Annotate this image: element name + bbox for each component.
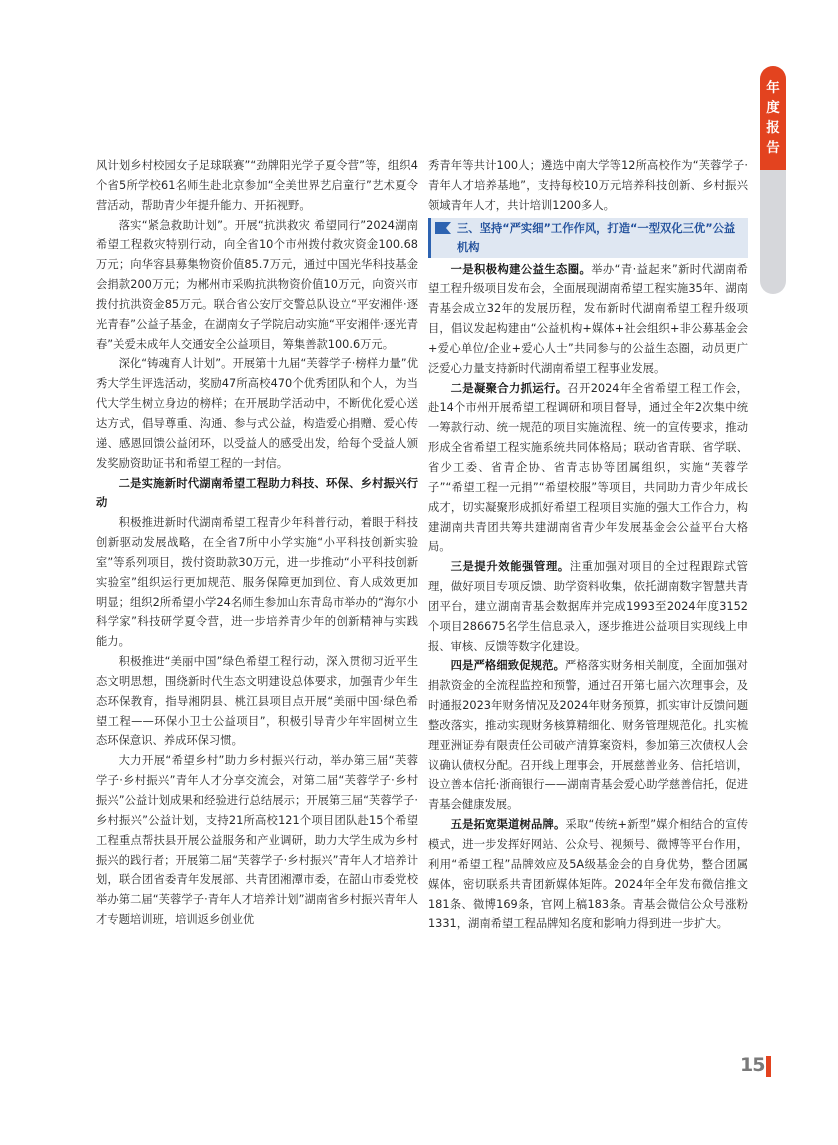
side-tab-char: 年 (766, 80, 780, 96)
paragraph (96, 652, 418, 751)
section-heading-text: 三、坚持“严实细”工作作风，打造“一型双化三优”公益机构 (457, 221, 736, 254)
paragraph (428, 557, 748, 656)
paragraph-text: 大力开展“希望乡村”助力乡村振兴行动，举办第三届“芙蓉学子·乡村振兴”青年人才分享交流会，对第二届“芙蓉学子·乡村振兴”公益计划成果和经验进行总结展示；开展第三届“芙蓉学子·乡村振兴”公益计划，支持21所高校121个项目团队赴15个希望工程重点帮扶县开展公益服务和产业调研，助力大学生成为乡村振兴的践行者；开展第二届“芙蓉学子·乡村振兴”青年人才培养计划，联合团省委青年发展部、共青团湘潭市委，在韶山市委党校举办第二届“芙蓉学子·青年人才培养计划”湖南省乡村振兴青年人才专题培训班，培训返乡创业优 (96, 754, 418, 927)
paragraph-text: 召开2024年全省希望工程工作会，赴14个市州开展希望工程调研和项目督导，通过全年2次集中统一筹款行动、统一规范的项目实施流程、统一的宣传要求，推动形成全省希望工程实施系统共同体格局；联动省青联、省学联、省少工委、省青企协、省青志协等团属组织，实施“芙蓉学子”“希望工程一元捐”“希望校服”等项目，共同助力青少年成长成才，切实凝聚形成抓好希望工程项目实施的强大工作合力，构建湖南共青团共筹共建湖南省青少年发展基金会公益平台大格局。 (428, 381, 748, 554)
side-tab-char: 报 (766, 120, 780, 136)
paragraph (428, 156, 748, 216)
right-column-top (428, 156, 748, 216)
paragraph (96, 513, 418, 652)
paragraph (96, 354, 418, 473)
paragraph-text: 落实“紧急救助计划”。开展“抗洪救灾 希望同行”2024湖南希望工程救灾特别行动，向全省10个市州拨付救灾资金100.68万元；向华容县募集物资价值85.7万元，通过中国光华科技基金会捐款200万元；为郴州市采购抗洪物资价值10万元，向资兴市拨付抗洪资金85万元。联合省公安厅交警总队设立“平安湘伴·逐光青春”公益子基金，在湖南女子学院启动实施“平安湘伴·逐光青春”关爱未成年人交通安全公益项目，筹集善款100.6万元。 (96, 218, 418, 351)
paragraph (96, 216, 418, 355)
paragraph-text: 举办“青·益起来”新时代湖南希望工程升级项目发布会，全面展现湖南希望工程实施35年、湖南青基会成立32年的发展历程，发布新时代湖南希望工程升级项目，倡议发起构建由“公益机构+媒体+社会组织+非公募基金会+爱心单位/企业+爱心人士”共同参与的公益生态圈，动员更广泛爱心力量支持新时代湖南希望工程事业发展。 (428, 262, 748, 375)
right-column (428, 156, 748, 934)
paragraph (96, 751, 418, 930)
subsection-title (96, 474, 418, 514)
paragraph-text: 深化“铸魂育人计划”。开展第十九届“芙蓉学子·榜样力量”优秀大学生评选活动，奖励47所高校470个优秀团队和个人，为当代大学生树立身边的榜样；在开展助学活动中，不断优化爱心送达方式，倡导尊重、沟通、参与式公益，构造爱心捐赠、爱心传递、感恩回馈公益闭环，以受益人的感受出发，给每个受益人颁发奖励资助证书和希望工程的一封信。 (96, 357, 418, 470)
left-column (96, 156, 418, 930)
side-tab (760, 66, 786, 294)
paragraph-text: 采取“传统+新型”媒介相结合的宣传模式，进一步发挥好网站、公众号、视频号、微博等平台作用，利用“希望工程”品牌效应及5A级基金会的自身优势，整合团属媒体，密切联系共青团新媒体矩阵。2024年全年发布微信推文181条、微博169条，官网上稿183条。青基会微信公众号涨粉1331，湖南希望工程品牌知名度和影响力得到进一步扩大。 (428, 818, 748, 931)
paragraph-text: 风计划乡村校园女子足球联赛”“劲牌阳光学子夏令营”等，组织4个省5所学校61名师生赴北京参加“全美世界艺启童行”艺术夏令营活动，帮助青少年提升能力、开拓视野。 (96, 159, 418, 212)
paragraph-lead: 三是提升效能强管理。 (450, 560, 570, 574)
paragraph-lead: 五是拓宽渠道树品牌。 (450, 818, 566, 832)
side-tab-char: 度 (766, 100, 780, 116)
flag-icon (434, 221, 452, 235)
paragraph (428, 260, 748, 379)
paragraph (96, 156, 418, 216)
side-tab-label (760, 66, 786, 170)
paragraph (428, 656, 748, 815)
paragraph-lead: 一是积极构建公益生态圈。 (450, 262, 592, 276)
paragraph-text: 积极推进新时代湖南希望工程青少年科普行动，着眼于科技创新驱动发展战略，在全省7所中小学实施“小平科技创新实验室”等系列项目，拨付资助款30万元，进一步推动“小平科技创新实验室”组织运行更加规范、服务保障更加到位、育人成效更加明显；组织2所希望小学24名师生参加山东青岛市举办的“海尔小科学家”科技研学夏令营，进一步培养青少年的创新精神与实践能力。 (96, 516, 418, 649)
paragraph-text: 严格落实财务相关制度，全面加强对捐款资金的全流程监控和预警，通过召开第七届六次理事会，及时通报2023年财务情况及2024年财务预算，抓实审计反馈问题整改落实，推动实现财务核算精细化、财务管理规范化。扎实梳理亚洲证券有限责任公司破产清算案资料，参加第三次债权人会议确认债权分配。召开线上理事会，开展慈善业务、信托培训，设立善本信托·浙商银行——湖南青基会爱心助学慈善信托，促进青基会健康发展。 (428, 659, 748, 812)
paragraph-text: 注重加强对项目的全过程跟踪式管理，做好项目专项反馈、助学资料收集，依托湖南数字智慧共青团平台，建立湖南青基会数据库并完成1993至2024年度3152个项目286675名学生信息录入，逐步推进公益项目实现线上申报、审核、反馈等数字化建设。 (428, 560, 748, 653)
section-heading (428, 218, 748, 258)
paragraph-text: 积极推进“美丽中国”绿色希望工程行动，深入贯彻习近平生态文明思想，围绕新时代生态文明建设总体要求，加强青少年生态环保教育，指导湘阴县、桃江县项目点开展“美丽中国·绿色希望工程——环保小卫士公益项目”，积极引导青少年牢固树立生态环保意识、养成环保习惯。 (96, 655, 418, 748)
side-tab-char: 告 (766, 140, 780, 156)
paragraph-lead: 二是凝聚合力抓运行。 (450, 381, 568, 395)
paragraph (428, 815, 748, 934)
right-column-bottom (428, 260, 748, 935)
page-number: 15 (740, 1054, 765, 1076)
paragraph-text: 秀青年等共计100人；遴选中南大学等12所高校作为“芙蓉学子·青年人才培养基地”，支持每校10万元培养科技创新、乡村振兴领域青年人才，共计培训1200多人。 (428, 159, 748, 212)
paragraph (428, 379, 748, 558)
paragraph-lead: 四是严格细致促规范。 (450, 659, 566, 673)
subsection-title-text: 二是实施新时代湖南希望工程助力科技、环保、乡村振兴行动 (96, 476, 418, 510)
page-number-bar (766, 1056, 771, 1077)
